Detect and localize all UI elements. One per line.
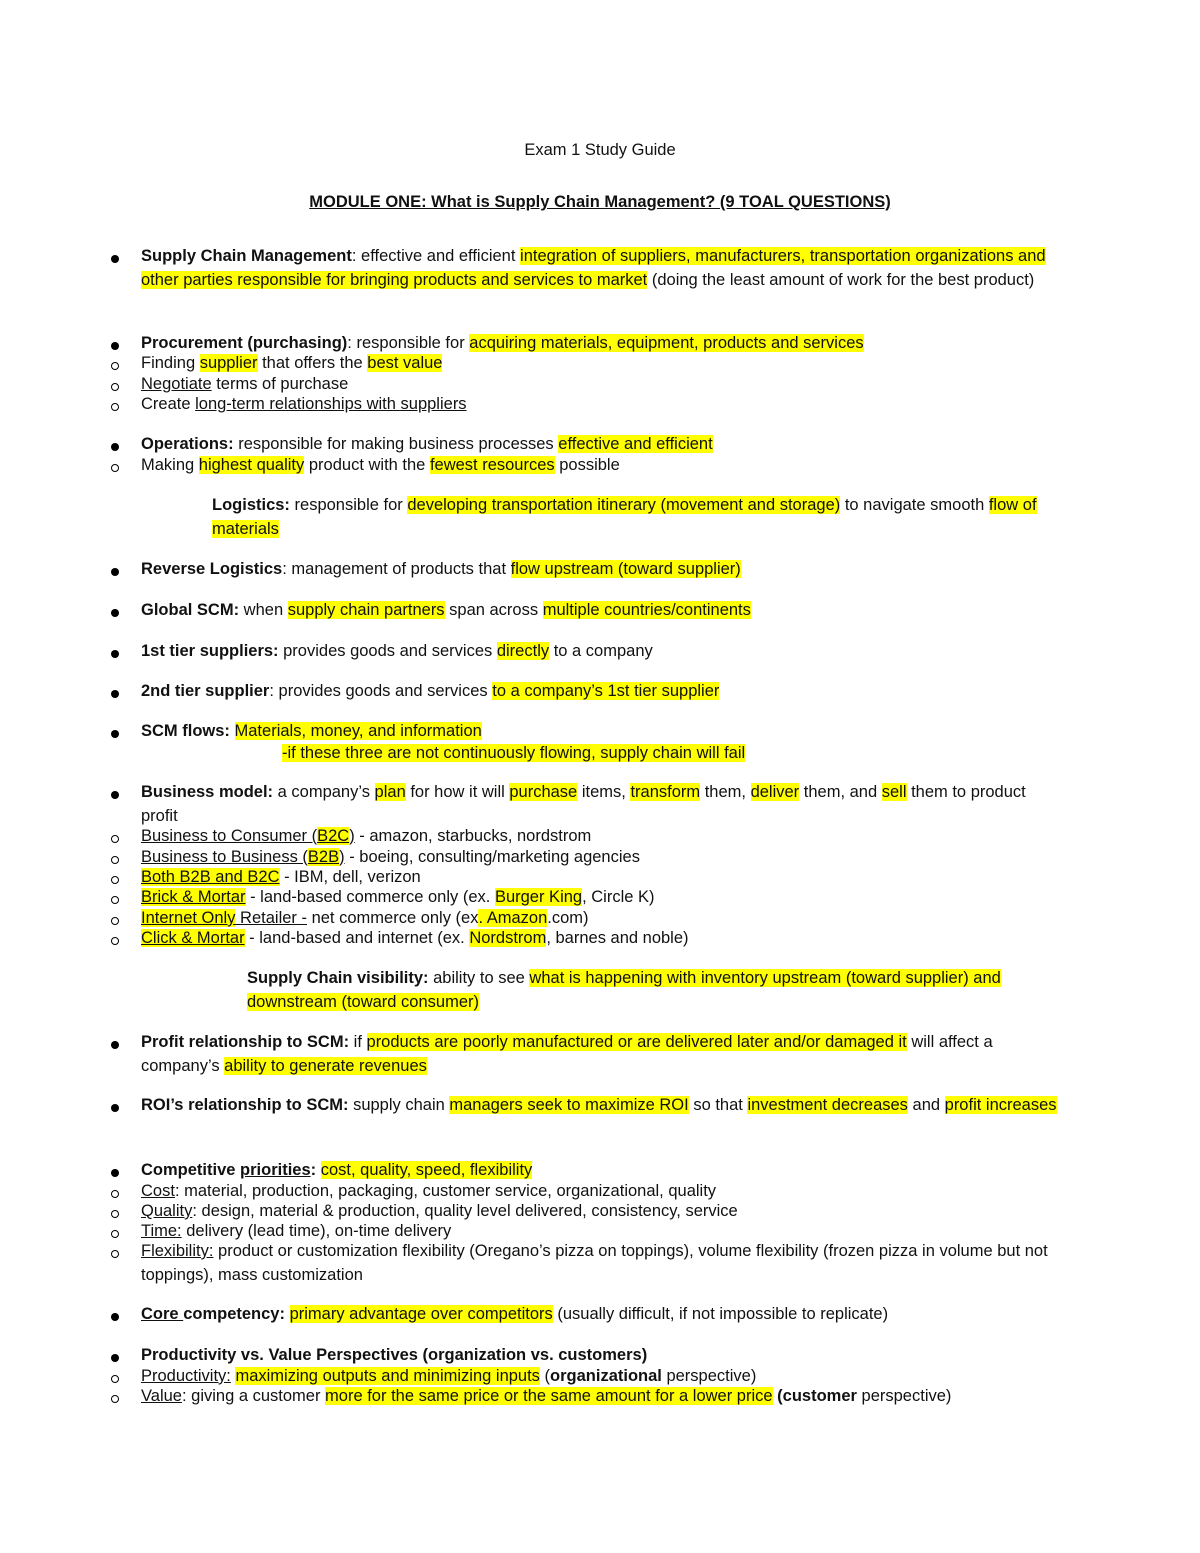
list-item (282, 742, 1132, 766)
filled-circle-icon (111, 1104, 119, 1112)
text-run: (usually difficult, if not impossible to replicate) (552, 1305, 889, 1323)
bullet-marker (100, 644, 130, 664)
highlighted-text: supplier (199, 354, 258, 372)
text-run: Business to Business ( (141, 848, 308, 866)
filled-circle-icon (111, 1313, 119, 1321)
text-run: them, (700, 783, 751, 801)
text-run: terms of purchase (211, 375, 349, 393)
text-run: and (907, 1096, 945, 1114)
highlighted-text: sell (881, 783, 907, 801)
highlighted-text: Click & Mortar (141, 929, 245, 947)
list-item (141, 720, 1061, 744)
text-run: delivery (lead time), on-time delivery (181, 1222, 452, 1240)
text-run: items, (577, 783, 631, 801)
text-run: Retailer - (235, 909, 307, 927)
text-run: Time: (141, 1222, 182, 1240)
text-run (285, 1305, 290, 1323)
text-run: - land-based and internet (ex. (244, 929, 470, 947)
text-run: to navigate smooth (840, 496, 989, 514)
text-run: Finding (141, 354, 200, 372)
text-run: : provides goods and services (269, 682, 493, 700)
bullet-marker (100, 1035, 130, 1055)
hollow-circle-icon (111, 1375, 119, 1383)
text-run: (doing the least amount of work for the best product) (647, 270, 1035, 289)
text-run: Productivity: (141, 1367, 231, 1385)
text-run: when (239, 601, 288, 619)
text-run: : responsible for (347, 334, 470, 352)
text-run: so that (688, 1096, 748, 1114)
bullet-marker (100, 603, 130, 623)
highlighted-text: deliver (750, 783, 800, 801)
text-run: Making (141, 456, 199, 474)
text-run: that offers the (257, 354, 368, 372)
text-run: supply chain (348, 1096, 450, 1114)
filled-circle-icon (111, 1354, 119, 1362)
highlighted-text: Burger King (494, 888, 583, 906)
page-title: Exam 1 Study Guide (524, 141, 676, 159)
bullet-marker (100, 684, 130, 704)
highlighted-text: multiple countries/continents (542, 601, 751, 619)
hollow-circle-icon (111, 1230, 119, 1238)
sub-bullet-marker (100, 1369, 130, 1389)
text-run: - amazon, starbucks, nordstrom (354, 827, 592, 845)
text-run: responsible for making business processes (233, 435, 559, 453)
sub-list-item (141, 352, 1061, 376)
hollow-circle-icon (111, 1190, 119, 1198)
term-text: Core (141, 1305, 184, 1323)
sub-list-item (141, 927, 1061, 951)
highlighted-text: Materials, money, and information (234, 722, 482, 740)
highlighted-text: supply chain partners (287, 601, 445, 619)
text-run: Value (141, 1387, 182, 1405)
sub-bullet-marker (100, 870, 130, 890)
term-text: 1st tier suppliers: (141, 642, 279, 660)
text-run: : giving a customer (181, 1387, 326, 1405)
hollow-circle-icon (111, 383, 119, 391)
bullet-marker (100, 562, 130, 582)
sub-bullet-marker (100, 1389, 130, 1409)
highlighted-text: -if these three are not continuously flowing, supply chain will fail (282, 744, 746, 762)
sub-bullet-marker (100, 850, 130, 870)
hollow-circle-icon (111, 1250, 119, 1258)
sub-bullet-marker (100, 1224, 130, 1244)
text-run: product with the (304, 456, 430, 474)
hollow-circle-icon (111, 876, 119, 884)
text-run: ) (339, 848, 345, 866)
bullet-marker (100, 1348, 130, 1368)
filled-circle-icon (111, 1041, 119, 1049)
text-run: Negotiate (141, 375, 212, 393)
highlighted-text: primary advantage over competitors (289, 1305, 553, 1323)
text-run (230, 722, 235, 740)
filled-circle-icon (111, 609, 119, 617)
filled-circle-icon (111, 650, 119, 658)
highlighted-text: fewest resources (429, 456, 555, 474)
term-text: organizational (550, 1367, 662, 1385)
sub-bullet-marker (100, 1244, 130, 1264)
term-text: Procurement (purchasing) (141, 334, 348, 352)
highlighted-text: integration of suppliers, manufacturers, transportation organizations and other parties responsible for bringing products and services to market (141, 247, 1046, 289)
text-run: them, and (799, 783, 882, 801)
list-item (141, 558, 1061, 582)
sub-bullet-marker (100, 377, 130, 397)
sub-bullet-marker (100, 1204, 130, 1224)
filled-circle-icon (111, 730, 119, 738)
text-run: ) (349, 827, 355, 845)
hollow-circle-icon (111, 917, 119, 925)
filled-circle-icon (111, 1169, 119, 1177)
bullet-marker (100, 1307, 130, 1327)
term-text: Logistics: (212, 496, 290, 514)
text-run: : design, material & production, quality level delivered, consistency, service (192, 1202, 738, 1220)
list-item (141, 781, 1061, 828)
filled-circle-icon (111, 690, 119, 698)
bullet-marker (100, 785, 130, 805)
text-run: them to product profit (141, 783, 1026, 825)
sub-list-item (141, 393, 1061, 417)
list-item (141, 1094, 1061, 1118)
term-text: : (310, 1161, 317, 1179)
text-run: - IBM, dell, verizon (279, 868, 421, 886)
highlighted-text: effective and efficient (558, 435, 713, 453)
hollow-circle-icon (111, 896, 119, 904)
sub-list-item (141, 886, 1061, 910)
highlighted-text: transform (630, 783, 701, 801)
term-text: Supply Chain visibility: (247, 969, 429, 987)
text-run: Business to Consumer ( (141, 827, 318, 845)
sub-bullet-marker (100, 458, 130, 478)
filled-circle-icon (111, 443, 119, 451)
highlighted-text: flow upstream (toward supplier) (510, 560, 741, 578)
list-item (141, 1303, 1061, 1327)
text-run: if (349, 1033, 367, 1051)
sub-list-item (141, 1240, 1061, 1287)
highlighted-text: cost, quality, speed, flexibility (320, 1161, 533, 1179)
text-run: a company’s (273, 783, 375, 801)
highlighted-text: products are poorly manufactured or are delivered later and/or damaged it (366, 1033, 907, 1051)
text-run: responsible for (289, 496, 408, 514)
text-run: , barnes and noble) (546, 929, 689, 947)
text-run: Cost (141, 1182, 175, 1200)
highlighted-text: profit increases (944, 1096, 1057, 1114)
text-run: for how it will (405, 783, 510, 801)
filled-circle-icon (111, 791, 119, 799)
text-run: : management of products that (282, 560, 511, 578)
hollow-circle-icon (111, 835, 119, 843)
bullet-marker (100, 437, 130, 457)
highlighted-text: B2B (307, 848, 340, 866)
filled-circle-icon (111, 568, 119, 576)
list-item (247, 967, 1062, 1014)
term-text: priorities (240, 1161, 311, 1179)
text-run: Create (141, 395, 196, 413)
list-item (141, 640, 1061, 664)
text-run: perspective) (661, 1367, 757, 1385)
highlighted-text: Nordstrom (469, 929, 547, 947)
highlighted-text: acquiring materials, equipment, products and services (469, 334, 864, 352)
hollow-circle-icon (111, 1395, 119, 1403)
term-text: Operations: (141, 435, 234, 453)
term-text: Global SCM: (141, 601, 240, 619)
highlighted-text: ability to generate revenues (224, 1056, 427, 1075)
term-text: Profit relationship to SCM: (141, 1033, 350, 1051)
filled-circle-icon (111, 255, 119, 263)
text-run: possible (554, 456, 620, 474)
bullet-marker (100, 336, 130, 356)
term-text: competency: (183, 1305, 285, 1323)
bullet-marker (100, 249, 130, 269)
sub-list-item (141, 454, 1061, 478)
text-run: - boeing, consulting/marketing agencies (344, 848, 640, 866)
hollow-circle-icon (111, 464, 119, 472)
highlighted-text: B2C (317, 827, 350, 845)
bullet-marker (100, 724, 130, 744)
text-run: perspective) (856, 1387, 952, 1405)
term-text: ROI’s relationship to SCM: (141, 1096, 349, 1114)
text-run: , Circle K) (582, 888, 655, 906)
highlighted-text: highest quality (198, 456, 305, 474)
text-run: will affect a company’s (141, 1033, 993, 1075)
text-run: to a company (549, 642, 653, 660)
highlighted-text: plan (374, 783, 406, 801)
sub-bullet-marker (100, 890, 130, 910)
highlighted-text: developing transportation itinerary (movement and storage) (407, 496, 841, 514)
highlighted-text: maximizing outputs and minimizing inputs (235, 1367, 540, 1385)
hollow-circle-icon (111, 1210, 119, 1218)
list-item (141, 433, 1061, 457)
term-text: SCM flows: (141, 722, 230, 740)
sub-list-item (141, 1385, 1061, 1409)
term-text: Reverse Logistics (141, 560, 283, 578)
list-item (141, 245, 1061, 292)
highlighted-text: flow of materials (212, 496, 1037, 538)
text-run: span across (444, 601, 543, 619)
module-heading: MODULE ONE: What is Supply Chain Management? (9 TOAL QUESTIONS) (309, 193, 891, 211)
sub-bullet-marker (100, 356, 130, 376)
hollow-circle-icon (111, 403, 119, 411)
text-run: ability to see (428, 969, 530, 987)
list-item (212, 494, 1062, 541)
text-run: net commerce only (ex (307, 909, 479, 927)
text-run: provides goods and services (278, 642, 497, 660)
list-item (141, 680, 1061, 704)
sub-list-item (141, 825, 1061, 849)
text-run: Flexibility: (141, 1242, 214, 1260)
highlighted-text: what is happening with inventory upstream (toward supplier) and downstream (toward consumer) (247, 969, 1001, 1011)
term-text: Business model: (141, 783, 274, 801)
bullet-marker (100, 1163, 130, 1183)
sub-bullet-marker (100, 911, 130, 931)
highlighted-text: more for the same price or the same amount for a lower price (325, 1387, 773, 1405)
sub-bullet-marker (100, 931, 130, 951)
sub-bullet-marker (100, 829, 130, 849)
list-item (141, 1344, 1061, 1368)
text-run: .com) (547, 909, 589, 927)
term-text: (customer (777, 1387, 857, 1405)
highlighted-text: best value (367, 354, 443, 372)
text-run: : effective and efficient (351, 247, 521, 265)
text-run: long-term relationships with suppliers (195, 395, 467, 413)
highlighted-text: purchase (509, 783, 578, 801)
filled-circle-icon (111, 342, 119, 350)
hollow-circle-icon (111, 937, 119, 945)
highlighted-text: to a company’s 1st tier supplier (492, 682, 720, 700)
text-run: Quality (141, 1202, 193, 1220)
term-text: Productivity vs. Value Perspectives (organization vs. customers) (141, 1346, 648, 1364)
term-text: 2nd tier supplier (141, 682, 270, 700)
highlighted-text: Internet Only (141, 909, 236, 927)
text-run: ( (539, 1367, 551, 1385)
list-item (141, 1159, 1061, 1183)
term-text: Competitive (141, 1161, 241, 1179)
text-run: - land-based commerce only (ex. (245, 888, 495, 906)
sub-bullet-marker (100, 1184, 130, 1204)
text-run: product or customization flexibility (Oregano’s pizza on toppings), volume flexibility (frozen pizza in volume but not toppings), mass customization (141, 1242, 1048, 1284)
term-text: Supply Chain Management (141, 247, 352, 265)
sub-bullet-marker (100, 397, 130, 417)
highlighted-text: . Amazon (478, 909, 548, 927)
text-run: : material, production, packaging, customer service, organizational, quality (174, 1182, 717, 1200)
highlighted-text: managers seek to maximize ROI (449, 1096, 689, 1114)
bullet-marker (100, 1098, 130, 1118)
hollow-circle-icon (111, 856, 119, 864)
highlighted-text: investment decreases (747, 1096, 908, 1114)
list-item (141, 599, 1061, 623)
list-item (141, 1031, 1061, 1078)
highlighted-text: Both B2B and B2C (141, 868, 280, 886)
highlighted-text: directly (496, 642, 550, 660)
hollow-circle-icon (111, 362, 119, 370)
highlighted-text: Brick & Mortar (141, 888, 246, 906)
